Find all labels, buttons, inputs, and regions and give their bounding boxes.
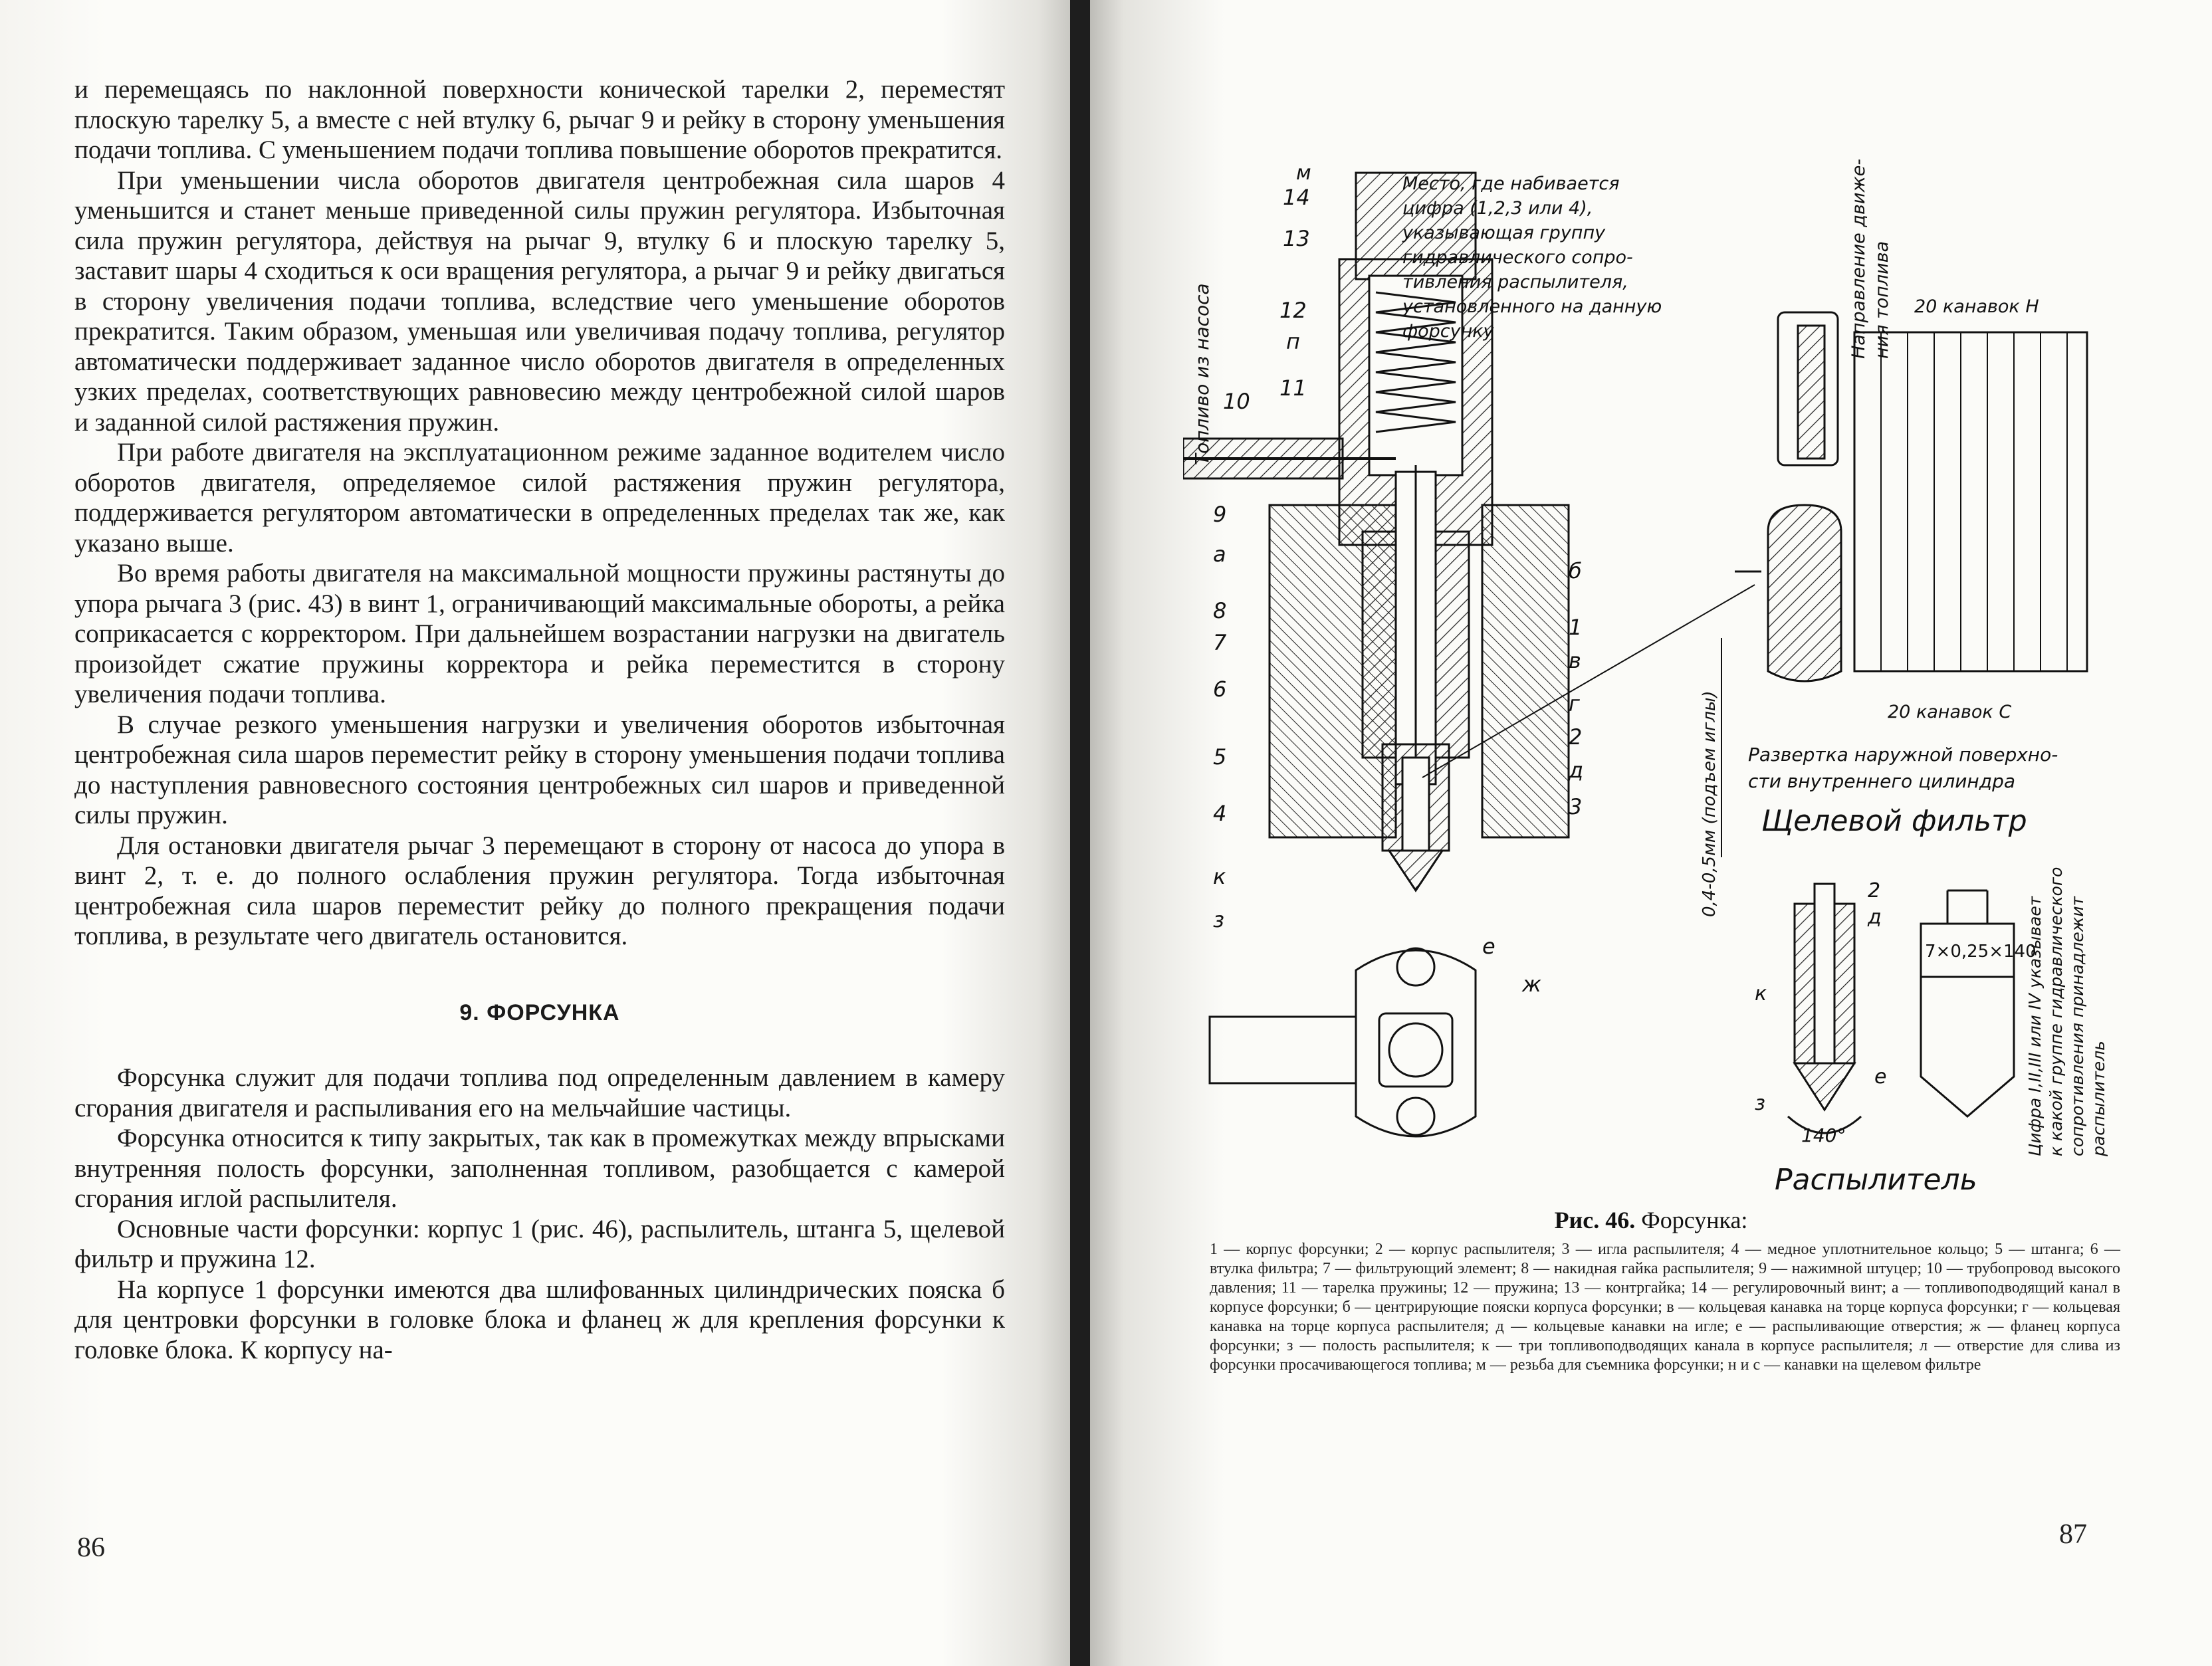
label-2b: 2 — [1868, 879, 1881, 902]
label-p: п — [1286, 329, 1300, 354]
paragraph: Основные части форсунки: корпус 1 (рис. 46), распылитель, штанга 5, щелевой фильтр и пружина 12. — [74, 1214, 1005, 1273]
paragraph: В случае резкого уменьшения нагрузки и увеличения оборотов избыточная центробежная сила шаров переместит рейку в сторону уменьшения подачи топлива до наступления равновесного состояния центробежных сил шаров и приведенной силы пружин. — [74, 710, 1005, 829]
figure-legend: 1 — корпус форсунки; 2 — корпус распылителя; 3 — игла распылителя; 4 — медное уплотнительное кольцо; 5 — штанга; 6 — втулка фильтра; 7 — фильтрующий элемент; 8 — накидная гайка распылителя; 9 — нажимной штуцер; 10 — трубопровод высокого давления; 11 — тарелка пружины; 12 — пружина; 13 — контргайка; 14 — регулировочный винт; а — топливоподводящий канал в корпусе форсунки; б — центрирующие пояски корпуса форсунки; в — кольцевая канавка на торце корпуса форсунки; г — кольцевая канавка на торце корпуса распылителя; д — кольцевые канавки на игле; е — распыливающие отверстия; ж — фланец корпуса форсунки; з — полость распылителя; к — три топливоподводящих канала в корпусе распылителя; л — отверстие для слива из форсунки просачивающегося топлива; м — резьба для съемника форсунки; н и с — канавки на щелевом фильтре — [1210, 1241, 2120, 1374]
label-14: 14 — [1283, 185, 1310, 210]
digit-note-line: распылитель — [2089, 1041, 2108, 1156]
paragraph: Во время работы двигателя на максимальной мощности пружины растянуты до упора рычага 3 (рис. 43) в винт 1, ограничивающий максимальные обороты, а рейка соприкасается с корректором. При дальнейшем возрастании нагрузки на двигатель произойдет сжатие пружины корректора и рейка переместится в сторону увеличения подачи топлива. — [74, 559, 1005, 708]
injector-drawing — [1183, 159, 2134, 1196]
note-line: установленного на данную — [1402, 296, 1662, 317]
paragraph: При уменьшении числа оборотов двигателя центробежная сила шаров 4 уменьшится и станет меньше приведенной силы пружин регулятора. Избыточная сила пружин регулятора, действуя на рычаг 9, втулку 6 и плоскую тарелку 5, заставит шары 4 сходиться к оси вращения регулятора, а рычаг 9 и рейку двигаться в сторону увеличения подачи топлива, вследствие чего уменьшение оборотов прекратится. Таким образом, уменьшая или увеличивая подачу топлива, регулятор автоматически поддерживает заданное число оборотов двигателя в определенных узких пределах, соответствующих равновесию между центробежной силой шаров и заданной силой растяжения пружин. — [74, 165, 1005, 437]
right-page — [1090, 0, 2212, 1666]
label-12: 12 — [1279, 298, 1307, 323]
note-line: указывающая группу — [1402, 223, 1606, 243]
left-text-column — [74, 74, 1005, 1365]
label-v: в — [1569, 648, 1581, 673]
digit-note-line: к какой группе гидравлического — [2046, 867, 2066, 1156]
label-e2: е — [1874, 1065, 1887, 1089]
digit-note-line: Цифра I,II,III или IV указывает — [2025, 896, 2045, 1156]
label-m: м — [1296, 161, 1311, 185]
label-5: 5 — [1213, 744, 1227, 770]
flow-direction-line: Направление движе- — [1848, 159, 1869, 359]
label-z2: з — [1755, 1092, 1765, 1115]
nozzle-side-view — [1921, 977, 2014, 1116]
label-d: д — [1569, 758, 1584, 783]
nozzle-marking: 7×0,25×140 — [1925, 942, 2037, 962]
flow-direction-line: ния топлива — [1872, 241, 1892, 359]
unrolled-surface — [1854, 332, 2087, 671]
label-k2: к — [1755, 982, 1767, 1005]
label-8: 8 — [1213, 598, 1227, 623]
spray-angle-label: 140° — [1801, 1124, 1846, 1146]
paragraph: Форсунка служит для подачи топлива под определенным давлением в камеру сгорания двигателя и распыливания его на мельчайшие частицы. — [74, 1063, 1005, 1122]
label-9: 9 — [1213, 502, 1227, 527]
paragraph: и перемещаясь по наклонной поверхности конической тарелки 2, переместят плоскую тарелку 5, а вместе с ней втулку 6, рычаг 9 и рейку в сторону уменьшения подачи топлива. С уменьшением подачи топлива повышение оборотов прекратится. — [74, 75, 1005, 164]
needle — [1402, 758, 1429, 851]
nozzle-tip — [1389, 851, 1442, 890]
label-3: 3 — [1569, 794, 1583, 819]
book-gutter — [1070, 0, 1090, 1666]
label-e: е — [1482, 934, 1495, 959]
grooves-h-label: 20 канавок Н — [1914, 296, 2039, 317]
label-a: а — [1213, 542, 1226, 567]
atomizer-title: Распылитель — [1775, 1163, 1977, 1196]
label-b: б — [1569, 558, 1582, 583]
label-k: к — [1213, 864, 1226, 889]
label-7: 7 — [1213, 630, 1227, 655]
paragraph: На корпусе 1 форсунки имеются два шлифованных цилиндрических пояска б для центровки форсунки в головке блока и фланец ж для крепления форсунки к головке блока. К корпусу на- — [74, 1275, 1005, 1364]
label-2: 2 — [1569, 724, 1583, 750]
page-number: 87 — [2059, 1519, 2087, 1550]
label-4: 4 — [1213, 801, 1227, 826]
slot-filter-title: Щелевой фильтр — [1761, 804, 2027, 838]
note-line: Место, где набивается — [1402, 173, 1620, 194]
figure-caption-title — [1090, 1206, 2212, 1234]
digit-note-line: сопротивления принадлежит — [2068, 896, 2087, 1156]
filter-outer-tube — [1768, 505, 1841, 681]
injector-figure — [1183, 159, 2134, 1196]
label-6: 6 — [1213, 677, 1227, 702]
grooves-c-label: 20 канавок С — [1888, 702, 2012, 722]
note-line: цифра (1,2,3 или 4), — [1402, 198, 1593, 219]
left-page — [0, 0, 1070, 1666]
label-z: з — [1213, 907, 1225, 932]
label-11: 11 — [1279, 375, 1307, 401]
note-line: гидравлического сопро- — [1402, 247, 1633, 268]
figure-number: Рис. 46. — [1554, 1207, 1636, 1233]
label-d2: д — [1868, 906, 1882, 929]
label-g: г — [1569, 691, 1580, 716]
paragraph: Форсунка относится к типу закрытых, так как в промежутках между впрысками внутренняя полость форсунки, заполненная топливом, разобщается с камерой сгорания иглой распылителя. — [74, 1124, 1005, 1213]
unrolled-label: сти внутреннего цилиндра — [1748, 770, 2016, 792]
figure-title: Форсунка: — [1635, 1207, 1748, 1233]
paragraph: Для остановки двигателя рычаг 3 перемещают в сторону от насоса до упора в винт 2, т. е. до полного ослабления пружин регулятора. Тогда избыточная центробежная сила шаров переместит рейку до полного прекращения подачи топлива, в результате чего двигатель остановится. — [74, 831, 1005, 950]
label-1: 1 — [1569, 615, 1583, 640]
note-line: форсунку — [1402, 321, 1494, 342]
label-13: 13 — [1283, 226, 1310, 251]
head-block-right — [1482, 505, 1569, 837]
needle-lift-label: 0,4-0,5мм (подъем иглы) — [1700, 690, 1719, 917]
fuel-from-pump-label: Топливо из насоса — [1191, 283, 1213, 465]
label-zh: ж — [1522, 972, 1541, 997]
note-line: тивления распылителя, — [1402, 272, 1628, 292]
unrolled-label: Развертка наружной поверхно- — [1748, 744, 2058, 766]
label-10: 10 — [1223, 389, 1250, 414]
page-number: 86 — [77, 1532, 105, 1563]
paragraph: При работе двигателя на эксплуатационном режиме заданное водителем число оборотов двигателя, определяемое силой растяжения пружин регулятора, поддерживается регулятором автоматически в определенных пределах так же, как указано выше. — [74, 438, 1005, 558]
section-title: 9. ФОРСУНКА — [459, 999, 620, 1025]
flange-outline — [1356, 950, 1476, 1136]
